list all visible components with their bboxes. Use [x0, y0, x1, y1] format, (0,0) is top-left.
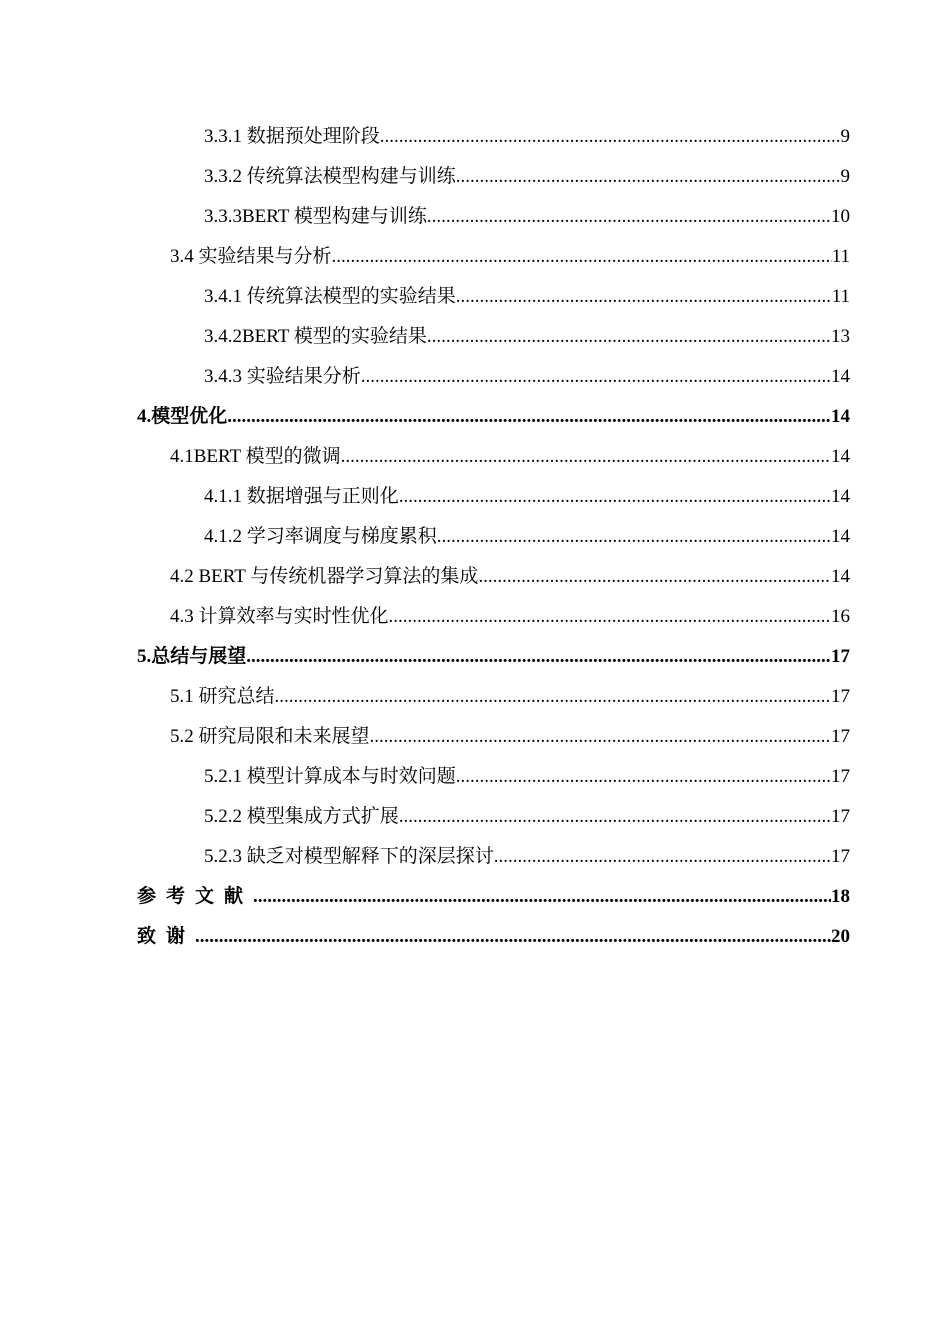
toc-entry-page: 10 [831, 206, 850, 227]
toc-entry [0, 797, 850, 837]
toc-entry [0, 317, 850, 357]
toc-dot-leader [456, 157, 841, 197]
toc-dot-leader [427, 197, 831, 237]
toc-entry-page: 20 [831, 926, 850, 947]
toc-dot-leader [399, 477, 831, 517]
toc-entry [0, 677, 850, 717]
toc-entry-title: 5.2.2 模型集成方式扩展 [204, 806, 399, 827]
toc-entry-page: 17 [831, 646, 850, 667]
toc-entry [0, 557, 850, 597]
toc-chapter-entry [0, 877, 850, 917]
toc-entry-title: 3.3.2 传统算法模型构建与训练 [204, 166, 456, 187]
toc-entry-page: 17 [831, 846, 850, 867]
toc-entry-title: 参考文献 [137, 886, 254, 907]
toc-chapter-entry [0, 917, 850, 957]
toc-entry-title: 5.1 研究总结 [170, 686, 275, 707]
toc-entry-page: 14 [831, 566, 850, 587]
toc-entry-title: 3.3.3BERT 模型构建与训练 [204, 206, 427, 227]
toc-entry-page: 14 [831, 486, 850, 507]
toc-entry-page: 11 [831, 246, 850, 267]
toc-entry-title: 4.模型优化 [137, 406, 228, 427]
toc-entry-page: 9 [840, 166, 850, 187]
toc-dot-leader [427, 317, 831, 357]
toc-dot-leader [253, 877, 831, 917]
toc-entry-page: 17 [831, 726, 850, 747]
toc-dot-leader [380, 117, 841, 157]
toc-entry-page: 18 [831, 886, 850, 907]
toc-entry-title: 5.2.1 模型计算成本与时效问题 [204, 766, 456, 787]
toc-entry [0, 517, 850, 557]
toc-entry [0, 197, 850, 237]
toc-entry [0, 237, 850, 277]
toc-dot-leader [246, 637, 831, 677]
toc-dot-leader [341, 437, 831, 477]
toc-entry-page: 17 [831, 806, 850, 827]
toc-entry-page: 14 [831, 526, 850, 547]
toc-entry [0, 837, 850, 877]
toc-dot-leader [195, 917, 831, 957]
toc-dot-leader [370, 717, 831, 757]
toc-entry-title: 4.2 BERT 与传统机器学习算法的集成 [170, 566, 479, 587]
toc-dot-leader [456, 277, 832, 317]
toc-dot-leader [494, 837, 831, 877]
toc-dot-leader [361, 357, 831, 397]
toc-entry-title: 4.1BERT 模型的微调 [170, 446, 341, 467]
toc-entry [0, 357, 850, 397]
toc-entry-title: 5.2.3 缺乏对模型解释下的深层探讨 [204, 846, 494, 867]
table-of-contents [0, 117, 950, 957]
toc-entry-page: 14 [831, 366, 850, 387]
toc-entry [0, 757, 850, 797]
toc-entry [0, 157, 850, 197]
toc-entry-page: 14 [831, 446, 850, 467]
toc-entry [0, 437, 850, 477]
toc-dot-leader [227, 397, 831, 437]
toc-entry-page: 13 [831, 326, 850, 347]
toc-entry [0, 277, 850, 317]
toc-dot-leader [437, 517, 831, 557]
toc-entry [0, 597, 850, 637]
toc-entry-title: 3.4.2BERT 模型的实验结果 [204, 326, 427, 347]
toc-dot-leader [456, 757, 831, 797]
toc-entry-title: 4.1.1 数据增强与正则化 [204, 486, 399, 507]
toc-dot-leader [399, 797, 831, 837]
toc-chapter-entry [0, 397, 850, 437]
toc-entry-title: 5.总结与展望 [137, 646, 247, 667]
toc-dot-leader [275, 677, 831, 717]
toc-dot-leader [478, 557, 831, 597]
toc-entry-page: 14 [831, 406, 850, 427]
toc-entry-page: 11 [831, 286, 850, 307]
toc-entry [0, 717, 850, 757]
toc-entry-title: 4.1.2 学习率调度与梯度累积 [204, 526, 437, 547]
toc-entry-page: 17 [831, 686, 850, 707]
toc-entry [0, 117, 850, 157]
toc-entry-title: 3.4.3 实验结果分析 [204, 366, 361, 387]
toc-dot-leader [332, 237, 832, 277]
toc-entry-title: 3.3.1 数据预处理阶段 [204, 126, 380, 147]
toc-entry-page: 17 [831, 766, 850, 787]
toc-entry-page: 9 [840, 126, 850, 147]
toc-entry-title: 5.2 研究局限和未来展望 [170, 726, 370, 747]
toc-dot-leader [389, 597, 831, 637]
toc-entry [0, 477, 850, 517]
toc-entry-page: 16 [831, 606, 850, 627]
toc-entry-title: 3.4 实验结果与分析 [170, 246, 332, 267]
toc-entry-title: 3.4.1 传统算法模型的实验结果 [204, 286, 456, 307]
toc-entry-title: 致谢 [137, 926, 196, 947]
toc-entry-title: 4.3 计算效率与实时性优化 [170, 606, 389, 627]
toc-chapter-entry [0, 637, 850, 677]
